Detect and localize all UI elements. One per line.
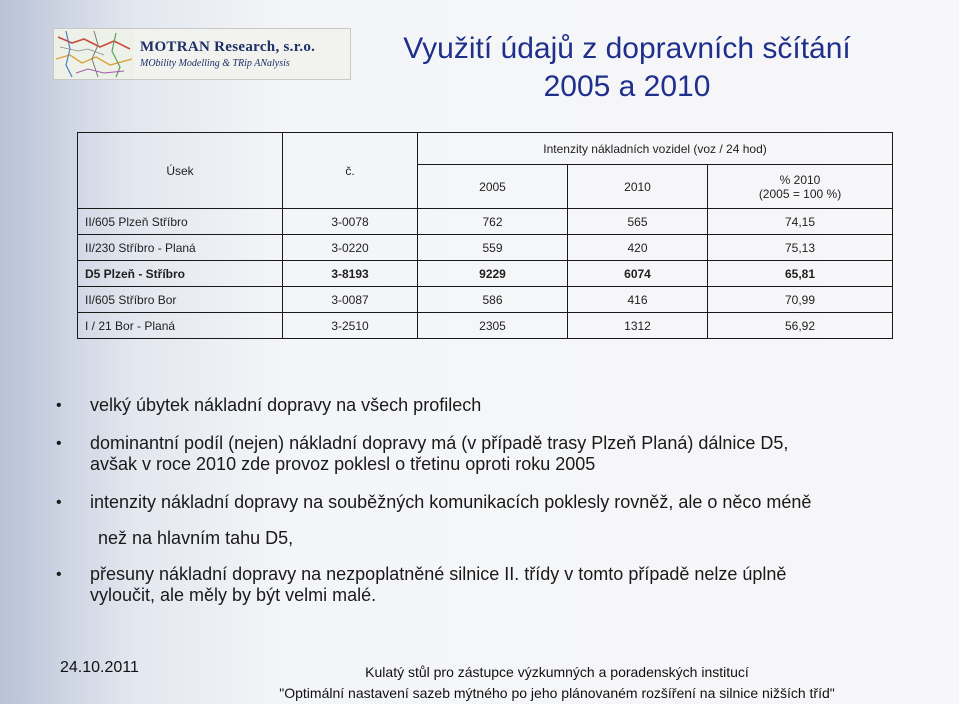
header-2010: 2010 bbox=[568, 165, 708, 209]
cell-usek: I / 21 Bor - Planá bbox=[78, 313, 283, 339]
cell-cislo: 3-8193 bbox=[283, 261, 418, 287]
bullet-dot-icon: • bbox=[56, 435, 62, 452]
cell-2005: 586 bbox=[418, 287, 568, 313]
bullet-text-line1: přesuny nákladní dopravy na nezpoplatněné silnice II. třídy v tomto případě nelze úplně bbox=[90, 564, 787, 584]
cell-2010: 1312 bbox=[568, 313, 708, 339]
bullet-continuation: než na hlavním tahu D5, bbox=[98, 528, 294, 548]
bullet-dot-icon: • bbox=[56, 397, 62, 414]
cell-2005: 762 bbox=[418, 209, 568, 235]
cell-2010: 420 bbox=[568, 235, 708, 261]
cell-2005: 9229 bbox=[418, 261, 568, 287]
bullet-item bbox=[52, 433, 942, 475]
cell-percent: 56,92 bbox=[708, 313, 893, 339]
header-group-intensity: Intenzity nákladních vozidel (voz / 24 hod) bbox=[418, 133, 893, 165]
header-cislo: č. bbox=[283, 133, 418, 209]
bullet-text-line2: vyloučit, ale měly by být velmi malé. bbox=[90, 585, 377, 605]
cell-percent: 74,15 bbox=[708, 209, 893, 235]
cell-cislo: 3-0078 bbox=[283, 209, 418, 235]
cell-2005: 559 bbox=[418, 235, 568, 261]
cell-2010: 416 bbox=[568, 287, 708, 313]
cell-usek: II/605 Stříbro Bor bbox=[78, 287, 283, 313]
cell-2005: 2305 bbox=[418, 313, 568, 339]
bullet-dot-icon: • bbox=[56, 494, 62, 511]
cell-usek: II/230 Stříbro - Planá bbox=[78, 235, 283, 261]
table-row bbox=[78, 209, 893, 235]
bullet-text: intenzity nákladní dopravy na souběžných komunikacích poklesly rovněž, ale o něco méně bbox=[90, 492, 812, 512]
table-row bbox=[78, 287, 893, 313]
cell-percent: 75,13 bbox=[708, 235, 893, 261]
table-row bbox=[78, 261, 893, 287]
slide-title-line2: 2005 a 2010 bbox=[543, 70, 711, 103]
bullet-item bbox=[52, 395, 942, 416]
footer-event-line2: "Optimální nastavení sazeb mýtného po jeho plánovaném rozšíření na silnice nižších tříd" bbox=[279, 685, 835, 701]
bullet-text-line2: avšak v roce 2010 zde provoz poklesl o třetinu oproti roku 2005 bbox=[90, 454, 596, 474]
cell-percent: 70,99 bbox=[708, 287, 893, 313]
cell-2010: 6074 bbox=[568, 261, 708, 287]
cell-usek: II/605 Plzeň Stříbro bbox=[78, 209, 283, 235]
bullet-dot-icon: • bbox=[56, 566, 62, 583]
logo-tagline: MObility Modelling & TRip ANalysis bbox=[140, 58, 290, 69]
cell-cislo: 3-0220 bbox=[283, 235, 418, 261]
header-percent bbox=[708, 165, 893, 209]
table-row bbox=[78, 235, 893, 261]
slide-title-line1: Využití údajů z dopravních sčítání bbox=[403, 32, 851, 65]
header-percent-line2: (2005 = 100 %) bbox=[758, 186, 842, 201]
cell-cislo: 3-2510 bbox=[283, 313, 418, 339]
company-logo bbox=[53, 28, 351, 80]
cell-usek: D5 Plzeň - Stříbro bbox=[78, 261, 283, 287]
bullet-list bbox=[52, 395, 942, 606]
slide-title bbox=[362, 30, 892, 106]
bullet-text: velký úbytek nákladní dopravy na všech profilech bbox=[90, 395, 482, 415]
footer-date: 24.10.2011 bbox=[60, 659, 139, 676]
cell-2010: 565 bbox=[568, 209, 708, 235]
logo-company-name: MOTRAN Research, s.r.o. bbox=[140, 39, 316, 55]
footer-event-line1: Kulatý stůl pro zástupce výzkumných a poradenských institucí bbox=[365, 664, 749, 680]
bullet-item bbox=[52, 492, 942, 513]
cell-cislo: 3-0087 bbox=[283, 287, 418, 313]
footer-event bbox=[242, 662, 872, 704]
table-row bbox=[78, 313, 893, 339]
bullet-item bbox=[52, 564, 942, 606]
header-2005: 2005 bbox=[418, 165, 568, 209]
road-map-logo-icon bbox=[54, 29, 134, 79]
header-percent-line1: % 2010 bbox=[779, 172, 821, 187]
cell-percent: 65,81 bbox=[708, 261, 893, 287]
header-usek: Úsek bbox=[78, 133, 283, 209]
bullet-text-line1: dominantní podíl (nejen) nákladní dopravy má (v případě trasy Plzeň Planá) dálnice D5, bbox=[90, 433, 789, 453]
traffic-intensity-table bbox=[77, 132, 893, 339]
